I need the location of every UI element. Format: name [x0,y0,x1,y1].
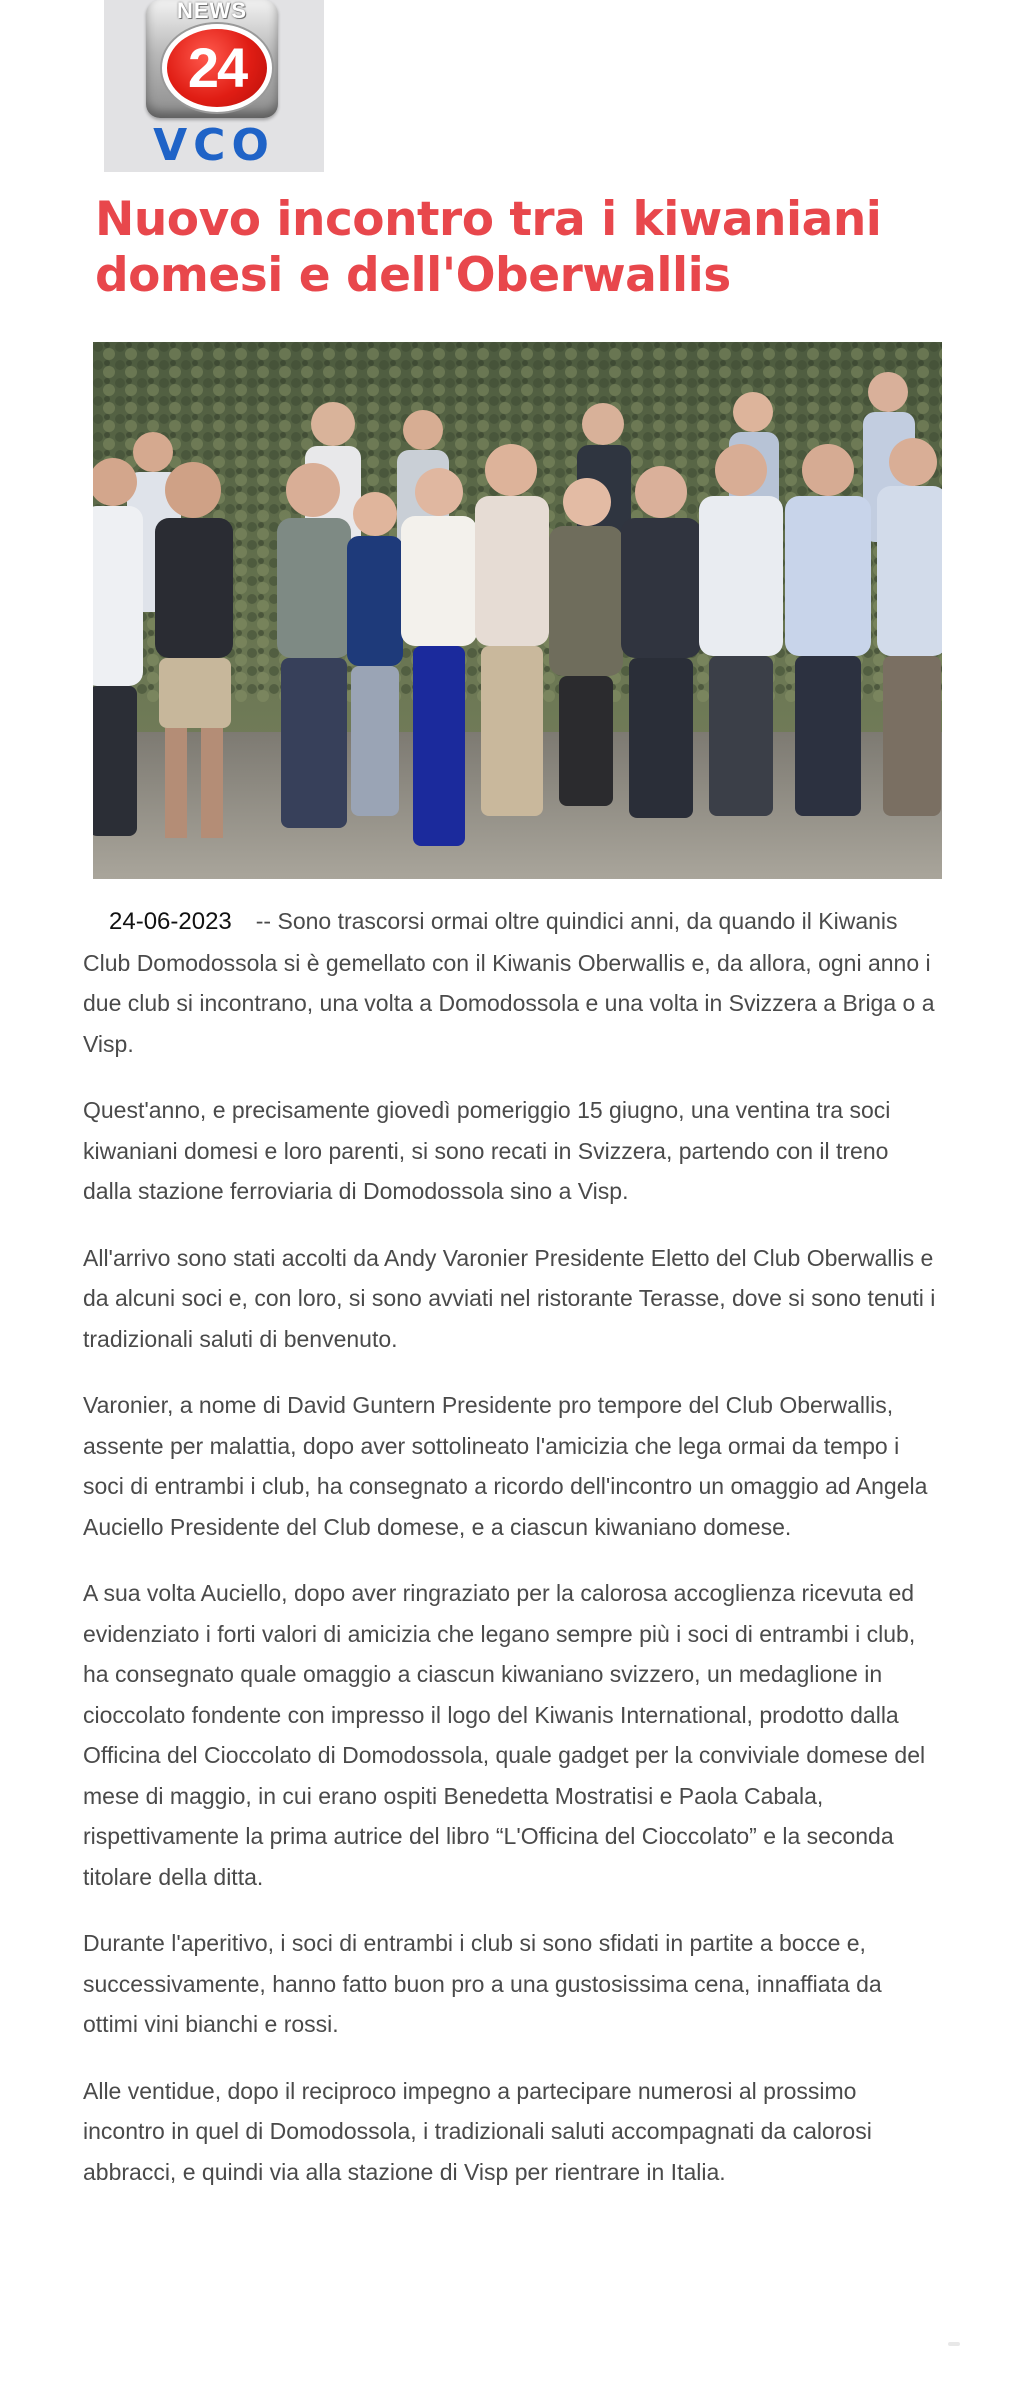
logo-news-text: NEWS [177,0,247,23]
article-photo [93,342,942,879]
article-date: 24-06-2023 [109,908,232,935]
article-paragraph: Alle ventidue, dopo il reciproco impegno a partecipare numerosi al prossimo incontro in quel di Domodossola, i tradizionali saluti accompagnati da calorosi abbracci, e quindi via alla stazione di Visp per rientrare in Italia. [83,2077,872,2185]
article-title: Nuovo incontro tra i kiwaniani domesi e dell'Oberwallis [95,192,882,303]
article-paragraph: Varonier, a nome di David Guntern Presidente pro tempore del Club Oberwallis, assente per malattia, dopo aver sottolineato l'amicizia che lega ormai da tempo i soci di entrambi i club, ha consegnato a ricordo dell'incontro un omaggio ad Angela Auciello Presidente del Club domese, e a ciascun kiwaniano domese. [83,1392,928,1540]
article-lead-text: -- Sono trascorsi ormai oltre quindici anni, da quando il Kiwanis Club Domodossola si è gemellato con il Kiwanis Oberwallis e, da allora, ogni anno i due club si incontrano, una volta a Domodossola e una volta in Svizzera a Briga o a Visp. [83,908,935,1057]
footer-mark [948,2342,960,2346]
article-body [83,901,943,2218]
logo-number: 24 [187,36,247,99]
site-logo[interactable] [104,0,324,172]
article-lead-paragraph [83,901,943,1064]
article-paragraph: Quest'anno, e precisamente giovedì pomeriggio 15 giugno, una ventina tra soci kiwaniani domesi e loro parenti, si sono recati in Svizzera, partendo con il treno dalla stazione ferroviaria di Domodossola sino a Visp. [83,1097,891,1204]
article-paragraph: A sua volta Auciello, dopo aver ringraziato per la calorosa accoglienza ricevuta ed evidenziato i forti valori di amicizia che legano sempre più i soci di entrambi i club, ha consegnato quale omaggio a ciascun kiwaniano svizzero, un medaglione in cioccolato fondente con impresso il logo del Kiwanis International, prodotto dalla Officina del Cioccolato di Domodossola, quale gadget per la conviviale domese del mese di maggio, in cui erano ospiti Benedetta Mostratisi e Paola Cabala, rispettivamente la prima autrice del libro “L'Officina del Cioccolato” e la seconda titolare della ditta. [83,1580,926,1890]
logo-badge [146,0,278,118]
article-paragraph: All'arrivo sono stati accolti da Andy Varonier Presidente Eletto del Club Oberwallis e da alcuni soci e, con loro, si sono avviati nel ristorante Terasse, dove si sono tenuti i tradizionali saluti di benvenuto. [83,1244,936,1352]
article-paragraph: Durante l'aperitivo, i soci di entrambi i club si sono sfidati in partite a bocce e, successivamente, hanno fatto buon pro a una gustosissima cena, innaffiata da ottimi vini bianchi e rossi. [83,1930,882,2037]
logo-circle [162,24,272,112]
logo-vco-text: VCO [153,120,275,171]
